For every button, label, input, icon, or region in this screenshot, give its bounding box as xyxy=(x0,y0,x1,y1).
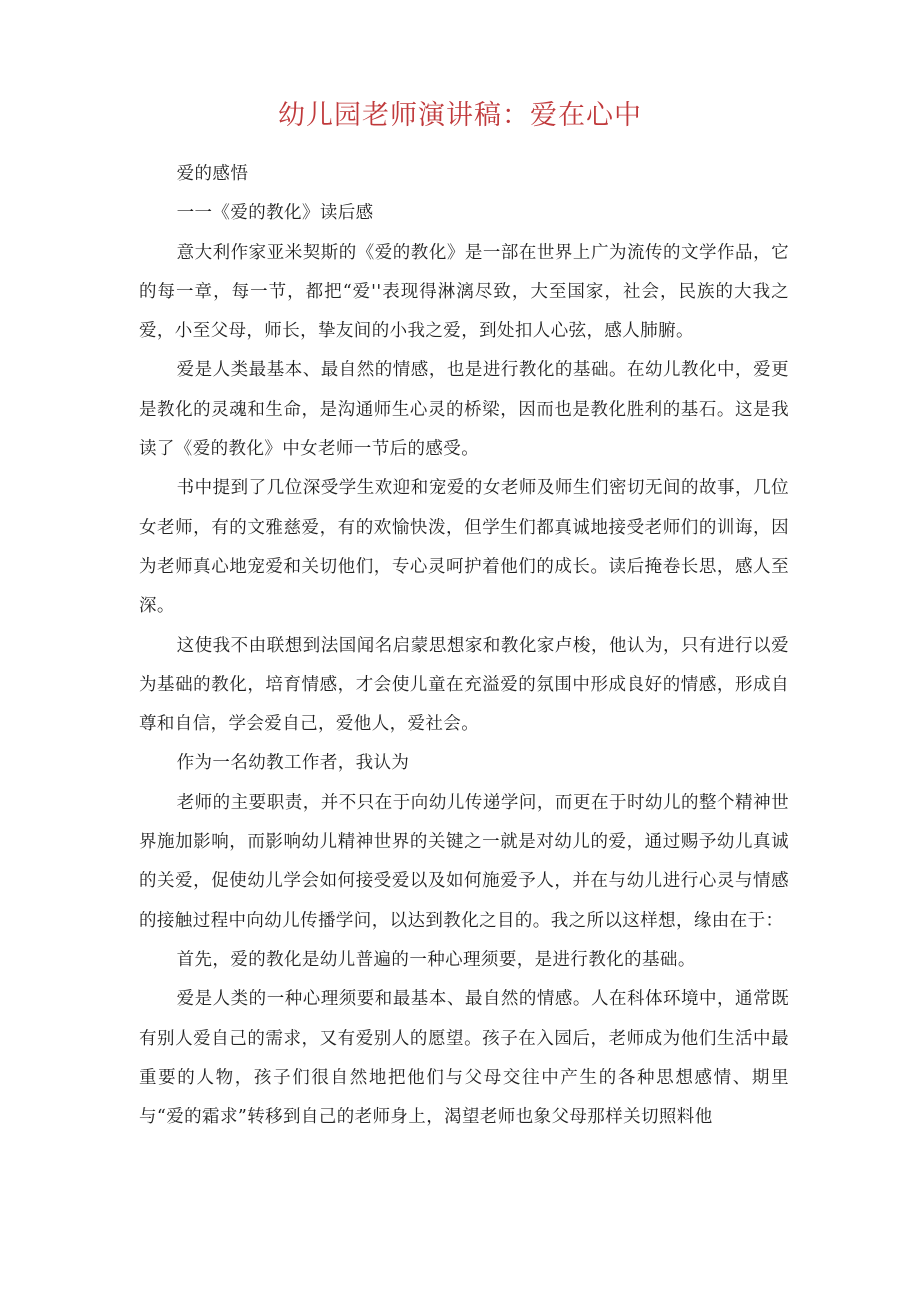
section-heading: 爱的感悟 xyxy=(176,164,249,184)
paragraph: 爱是人类最基本、最自然的情感，也是进行教化的基础。在幼儿教化中，爱更是教化的灵魂和生命，是沟通师生心灵的桥梁，因而也是教化胜利的基石。这是我读了《爱的教化》中女老师一节后的感受。 xyxy=(139,360,789,460)
section-subheading: 一一《爱的教化》读后感 xyxy=(176,203,374,224)
paragraph: 意大利作家亚米契斯的《爱的教化》是一部在世界上广为流传的文学作品，它的每一章，每一节，都把“爱''表现得淋漓尽致，大至国家，社会，民族的大我之爱，小至父母，师长，挚友间的小我之爱，到处扣人心弦，感人肺腑。 xyxy=(139,242,789,342)
paragraph: 书中提到了几位深受学生欢迎和宠爱的女老师及师生们密切无间的故事，几位女老师，有的文雅慈爱，有的欢愉快泼，但学生们都真诚地接受老师们的训诲，因为老师真心地宠爱和关切他们，专心灵呵护着他们的成长。读后掩卷长思，感人至深。 xyxy=(139,478,789,617)
paragraph: 首先，爱的教化是幼儿普遍的一种心理须要，是进行教化的基础。 xyxy=(176,949,696,970)
paragraph: 爱是人类的一种心理须要和最基本、最自然的情感。人在科体环境中，通常既有别人爱自己的需求，又有爱别人的愿望。孩子在入园后，老师成为他们生活中最重要的人物，孩子们很自然地把他们与父母交往中产生的各种思想感情、期里与“爱的霜求”转移到自己的老师身上，渴望老师也象父母那样关切照料他 xyxy=(139,989,789,1128)
document-body xyxy=(139,155,789,1137)
paragraph: 作为一名幼教工作者，我认为 xyxy=(176,753,410,774)
document-title: 幼儿园老师演讲稿：爱在心中 xyxy=(278,100,642,131)
paragraph: 这使我不由联想到法国闻名启蒙思想家和教化家卢梭，他认为，只有进行以爱为基础的教化，培育情感，才会使儿童在充溢爱的氛围中形成良好的情感，形成自尊和自信，学会爱自己，爱他人，爱社会。 xyxy=(139,635,789,735)
paragraph: 老师的主要职责，并不只在于向幼儿传递学问，而更在于时幼儿的整个精神世界施加影响，而影响幼儿精神世界的关键之一就是对幼儿的爱，通过赐予幼儿真诚的关爱，促使幼儿学会如何接受爱以及如何施爱予人，并在与幼儿进行心灵与情感的接触过程中向幼儿传播学问，以达到教化之目的。我之所以这样想，缘由在于： xyxy=(139,792,789,931)
